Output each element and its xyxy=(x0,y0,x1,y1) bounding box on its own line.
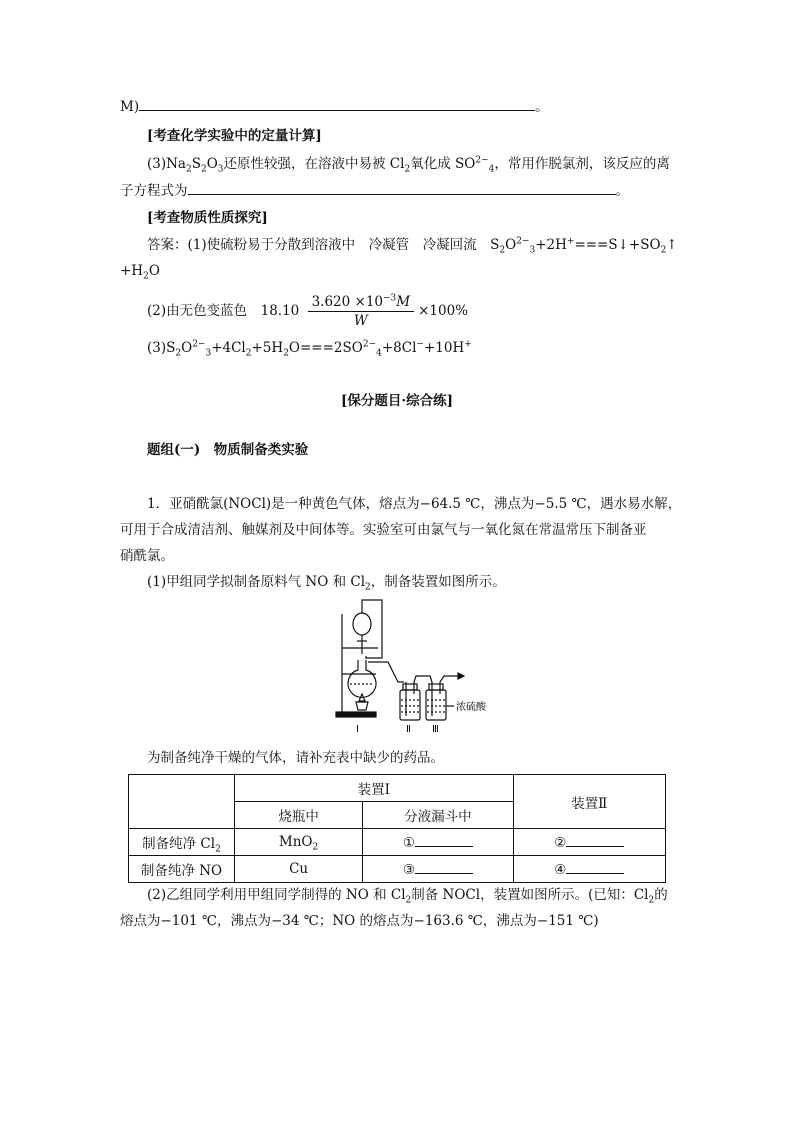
table-corner xyxy=(129,775,235,829)
blank-number: ③ xyxy=(402,861,415,878)
cell-blank-1 xyxy=(363,829,513,856)
cell-blank-2 xyxy=(513,829,665,856)
problem-1-line2: 可用于合成清洁剂、触媒剂及中间体等。实验室可由氯气与一氧化氮在常温常压下制备亚 xyxy=(120,522,647,538)
answer-blank-4[interactable] xyxy=(566,861,624,874)
reagent-table xyxy=(128,774,666,883)
header-funnel: 分液漏斗中 xyxy=(363,802,513,829)
section-heading-property: [考查物质性质探究] xyxy=(147,210,268,226)
answer-text: 答案：(1)使硫粉易于分散到溶液中 冷凝管 冷凝回流 S xyxy=(147,237,500,253)
q3-text: 。 xyxy=(615,183,629,199)
cell-blank-4 xyxy=(513,856,665,883)
row-label-cl2: 制备纯净 $Cl_2$ xyxy=(129,829,235,856)
cell-text: MnO xyxy=(278,834,313,850)
header-device-ii: 装置Ⅱ xyxy=(513,775,665,829)
section-title: [保分题目·综合练] xyxy=(341,393,453,409)
answer-text: ↑ xyxy=(666,237,678,253)
wash-bottle-iii xyxy=(426,690,446,720)
label-device-iii: Ⅲ xyxy=(432,724,439,735)
part-text: 制备 NOCl，装置如图所示。(已知：Cl xyxy=(411,887,649,903)
answer-2 xyxy=(147,292,468,330)
apparatus-figure xyxy=(326,596,492,736)
answer-1-cont: $+H_2O$ xyxy=(120,263,160,282)
label-conc-sulfuric-acid: 浓硫酸 xyxy=(456,702,486,713)
exponent: −3 xyxy=(383,293,397,304)
cell-blank-3 xyxy=(363,856,513,883)
q3-text: ，常用作脱氯剂，该反应的离 xyxy=(494,156,670,172)
fill-blank[interactable] xyxy=(139,96,535,111)
group-heading: 题组(一) 物质制备类实验 xyxy=(147,442,309,458)
part-text: ，制备装置如图所示。 xyxy=(370,574,506,590)
cell-flask-mno2: MnO$_2$ xyxy=(234,829,362,856)
answer-1: 答案：(1)使硫粉易于分散到溶液中 冷凝管 冷凝回流 $S_2O^{2-}_3+2H^+===S↓+SO_2↑$ xyxy=(147,236,678,256)
part-2-line1: (2)乙组同学利用甲组同学制得的 NO 和 $Cl_2$制备 NOCl，装置如图所示。(已知：$Cl_2$的 xyxy=(147,887,668,906)
answer-text: ×100% xyxy=(418,303,469,319)
part-2-line2: 熔点为−101 ℃，沸点为−34 ℃；NO 的熔点为−163.6 ℃，沸点为−151 ℃) xyxy=(120,913,599,929)
header-flask: 烧瓶中 xyxy=(234,802,362,829)
cell-flask-cu: Cu xyxy=(234,856,362,883)
answer-text: +5H xyxy=(251,340,284,356)
blank-number: ② xyxy=(554,834,567,851)
answer-text: +2H xyxy=(535,237,567,253)
answer-line-m xyxy=(120,96,549,117)
q3-text: 子方程式为 xyxy=(120,183,188,199)
answer-text: +H xyxy=(120,263,144,279)
part-text: (2)乙组同学利用甲组同学制得的 NO 和 Cl xyxy=(147,887,406,903)
problem-1-line1: 1．亚硝酰氯(NOCl)是一种黄色气体，熔点为−64.5 ℃，沸点为−5.5 ℃，遇水易水解， xyxy=(147,496,682,512)
question-3-line2 xyxy=(120,180,629,201)
answer-text: O===2SO xyxy=(288,340,363,356)
table-intro: 为制备纯净干燥的气体，请补充表中缺少的药品。 xyxy=(147,750,444,766)
answer-text: ===S↓+SO xyxy=(574,237,661,253)
fill-blank[interactable] xyxy=(188,180,616,195)
blank-number: ④ xyxy=(554,861,567,878)
line-prefix: M) xyxy=(120,99,140,115)
row-label-no: 制备纯净 NO xyxy=(129,856,235,883)
label-device-ii: Ⅱ xyxy=(406,724,411,735)
q3-text: (3)Na xyxy=(147,156,186,172)
answer-text: O xyxy=(505,237,517,253)
q3-text: 还原性较强，在溶液中易被 Cl xyxy=(223,156,405,172)
part-text: 的 xyxy=(654,887,668,903)
section-heading-quant: [考查化学实验中的定量计算] xyxy=(147,128,322,144)
line-suffix: 。 xyxy=(535,99,549,115)
answer-text: O xyxy=(148,263,160,279)
q3-text: O xyxy=(206,156,218,172)
label-device-i: Ⅰ xyxy=(356,724,359,735)
header-device-i: 装置Ⅰ xyxy=(234,775,513,802)
answer-3: $(3)S_2O^{2-}_3+4Cl_2+5H_2O===2SO^{2-}_4+8Cl^-+10H^+$ xyxy=(147,339,472,359)
answer-text: +8Cl xyxy=(381,340,417,356)
answer-text: (3)S xyxy=(147,340,176,356)
stand-base xyxy=(336,712,376,717)
answer-blank-2[interactable] xyxy=(566,834,624,847)
row-label-text: 制备纯净 Cl xyxy=(142,836,216,852)
answer-text: +10H xyxy=(423,340,465,356)
answer-blank-1[interactable] xyxy=(415,834,473,847)
answer-text: +4Cl xyxy=(211,340,246,356)
problem-1-line3: 硝酰氯。 xyxy=(120,548,174,564)
wash-bottle-ii xyxy=(400,690,420,720)
fraction-numerator: 3.620 ×10 xyxy=(311,294,384,310)
table-row xyxy=(129,856,666,883)
blank-number: ① xyxy=(402,834,415,851)
fraction-denominator: W xyxy=(353,313,368,329)
table-row xyxy=(129,829,666,856)
question-3-line1: $(3)Na_2S_2O_3$还原性较强，在溶液中易被 $Cl_2$氧化成 $SO^{2-}_4$，常用作脱氯剂，该反应的离 xyxy=(147,155,670,175)
answer-text: O xyxy=(181,340,193,356)
answer-blank-3[interactable] xyxy=(415,861,473,874)
q3-text: 氧化成 SO xyxy=(410,156,476,172)
fraction xyxy=(308,293,415,330)
part-text: (1)甲组同学拟制备原料气 NO 和 Cl xyxy=(147,574,366,590)
answer-text: (2)由无色变蓝色 18.10 xyxy=(147,303,300,319)
variable-m: M xyxy=(396,294,411,310)
separatory-funnel xyxy=(353,613,371,635)
q3-text: S xyxy=(191,156,201,172)
gas-outlet-arrow-icon xyxy=(458,673,464,679)
problem-1-part1: (1)甲组同学拟制备原料气 NO 和 $Cl_2$，制备装置如图所示。 xyxy=(147,574,506,593)
